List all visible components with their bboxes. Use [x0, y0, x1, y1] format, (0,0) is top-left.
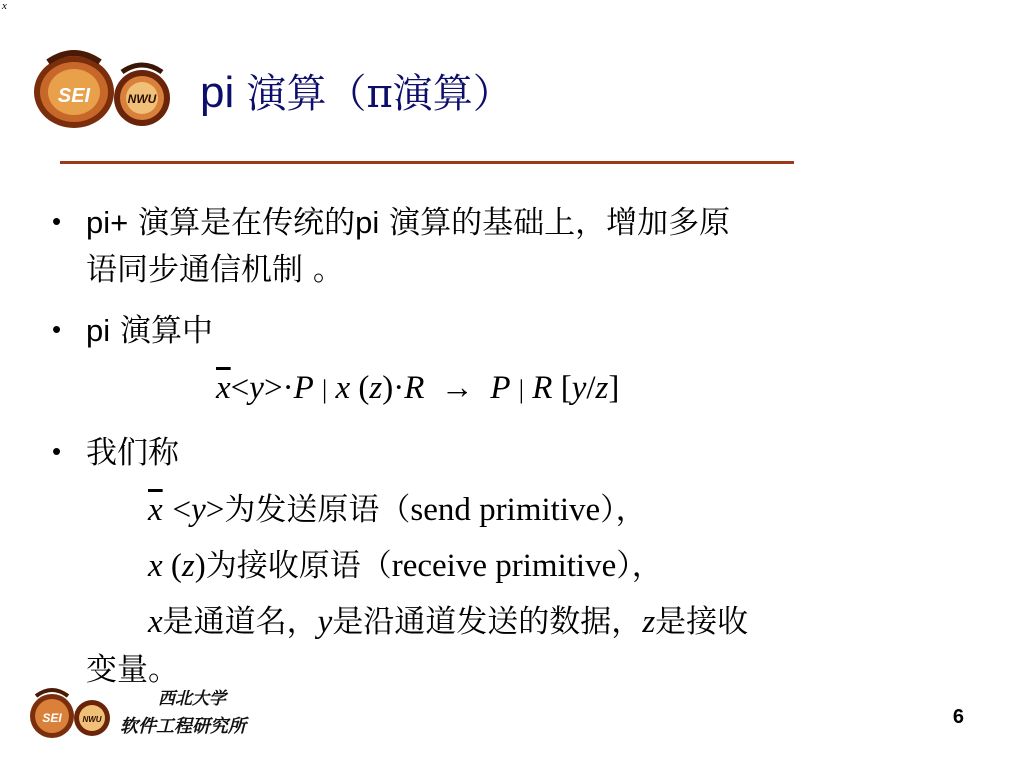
- footer-logo-sei-text: SEI: [42, 711, 62, 725]
- definition-send-primitive: $\overline{x} <y>$为发送原语（send primitive），: [148, 492, 647, 528]
- bullet-1-line-2: 语同步通信机制 。: [86, 252, 344, 288]
- corner-mark: $\overline{x}$: [2, 0, 7, 12]
- bullet-3-text: 我们称: [86, 435, 179, 471]
- bullet-1-line-1: pi+ 演算是在传统的pi 演算的基础上，增加多原: [86, 205, 731, 241]
- bullet-dot: •: [52, 314, 62, 344]
- title-divider: [60, 161, 794, 164]
- sei-nwu-logo: [30, 42, 180, 134]
- definition-variables: x是通道名，y是沿通道发送的数据，z是接收: [148, 604, 749, 640]
- footer-institute-name: 软件工程研究所: [120, 716, 246, 737]
- bullet-2-text: pi 演算中: [86, 313, 213, 349]
- footer-logo-nwu-text: NWU: [82, 715, 102, 724]
- bullet-dot: •: [52, 206, 62, 236]
- definition-receive-primitive: x (z)为接收原语（receive primitive），: [148, 548, 663, 584]
- logo-nwu-text: NWU: [127, 92, 157, 106]
- footer-university-name: 西北大学: [158, 689, 226, 709]
- logo-sei-text: SEI: [57, 85, 91, 107]
- bullet-dot: •: [52, 436, 62, 466]
- pi-calculus-reduction-formula: $\overline{x}<y>\cdot P$ | x (z)·R → P | R [y/z]: [216, 370, 620, 406]
- definition-variables-line-2: 变量。: [86, 652, 179, 688]
- page-number: 6: [952, 706, 964, 728]
- footer-sei-nwu-logo: [28, 680, 114, 744]
- page-title: pi 演算（π演算）: [200, 68, 513, 117]
